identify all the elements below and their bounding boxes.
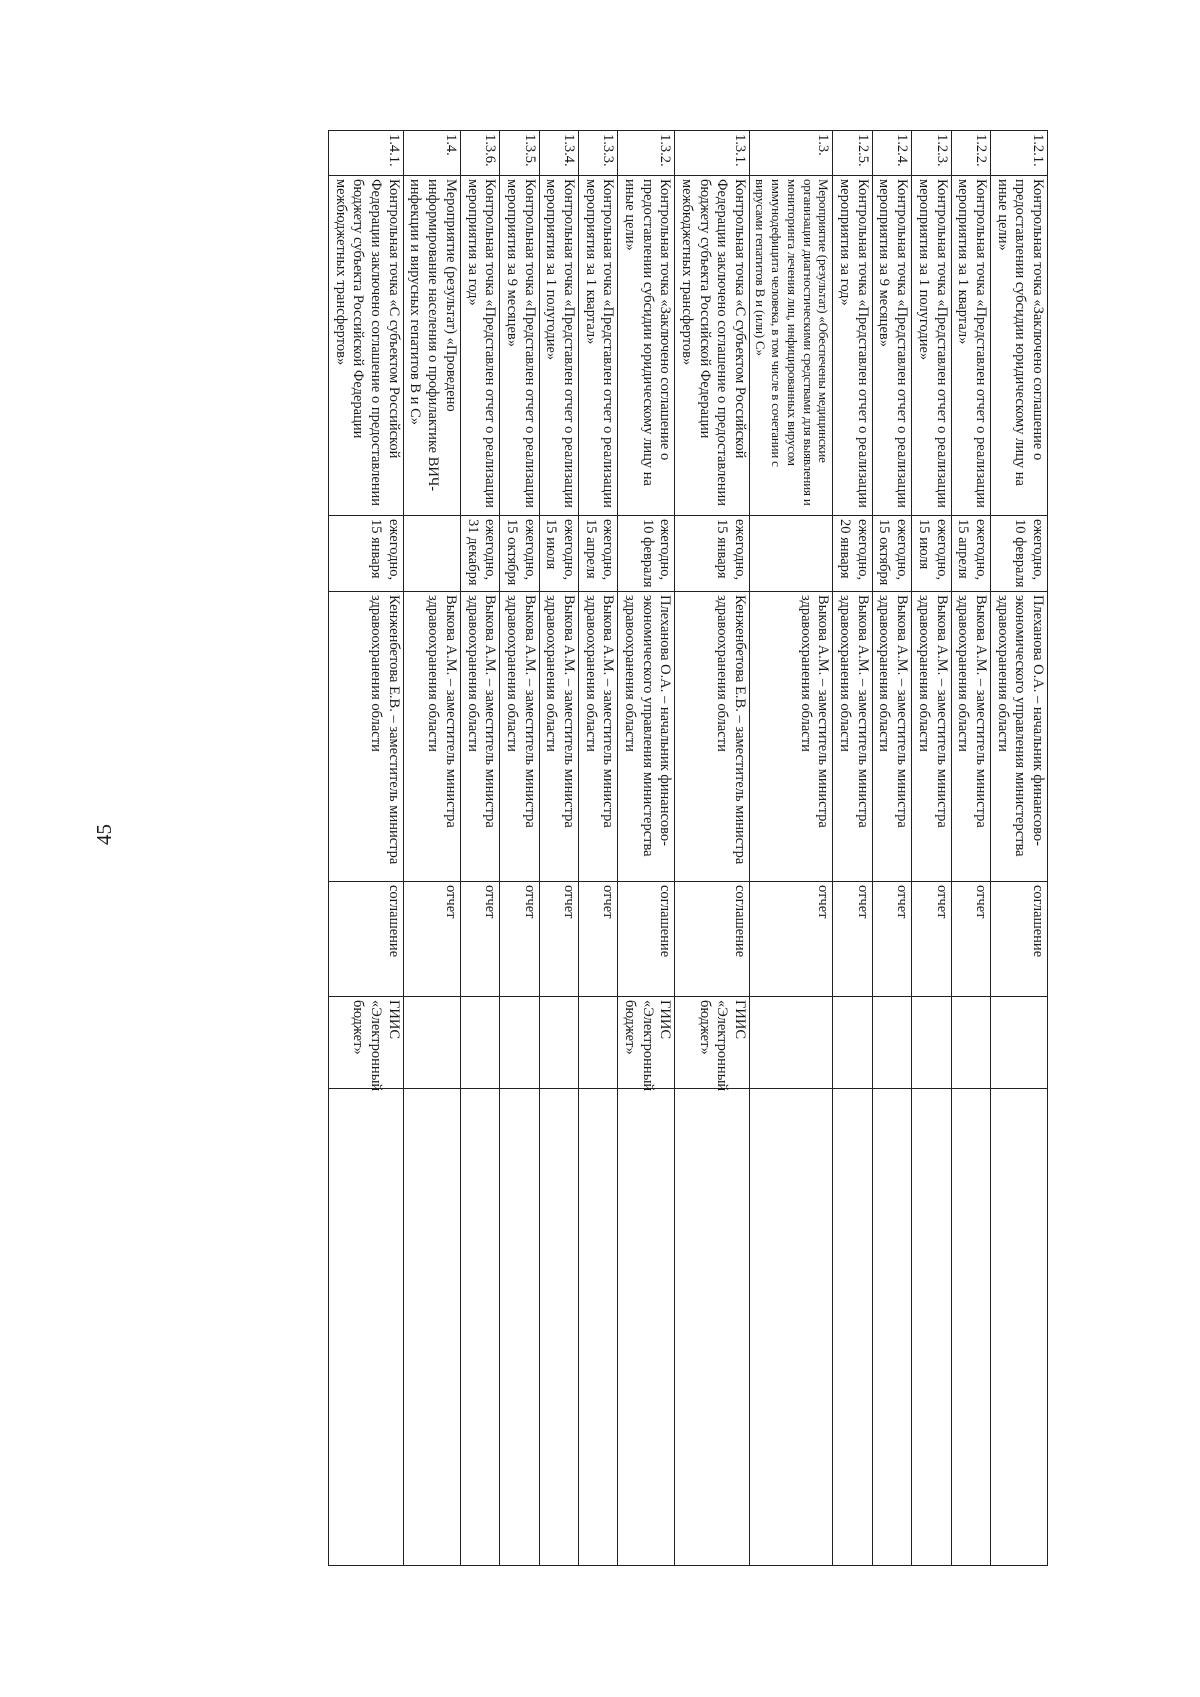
- row-document-cell: отчет: [539, 882, 578, 997]
- row-blank-cell: [912, 1089, 951, 1566]
- row-number-cell: 1.3.: [750, 131, 833, 176]
- row-responsible-cell: Выкова А.М. – заместитель министра здравоохранения области: [872, 592, 911, 882]
- row-blank-cell: [951, 1089, 990, 1566]
- table-row: [539, 131, 578, 1566]
- row-document-cell: соглашение: [990, 882, 1047, 997]
- table-row: [329, 131, 404, 1566]
- row-name-cell: Контрольная точка «Представлен отчет о реализации мероприятия за 9 месяцев»: [500, 176, 539, 516]
- row-number-cell: 1.4.1.: [329, 131, 404, 176]
- row-blank-cell: [329, 1089, 404, 1566]
- row-number-cell: 1.3.1.: [675, 131, 750, 176]
- row-name-cell: Контрольная точка «Представлен отчет о реализации мероприятия за 9 месяцев»: [872, 176, 911, 516]
- row-document-cell: отчет: [750, 882, 833, 997]
- row-responsible-cell: Выкова А.М. – заместитель министра здравоохранения области: [460, 592, 499, 882]
- row-number-cell: 1.2.2.: [951, 131, 990, 176]
- row-date-cell: ежегодно, 15 июля: [539, 516, 578, 592]
- table-row: [833, 131, 872, 1566]
- row-document-cell: отчет: [500, 882, 539, 997]
- row-document-cell: отчет: [833, 882, 872, 997]
- row-responsible-cell: Выкова А.М. – заместитель министра здравоохранения области: [951, 592, 990, 882]
- row-name-cell: Контрольная точка «Представлен отчет о реализации мероприятия за 1 квартал»: [951, 176, 990, 516]
- row-date-cell: [403, 516, 460, 592]
- table-row: [912, 131, 951, 1566]
- row-number-cell: 1.2.3.: [912, 131, 951, 176]
- row-system-cell: [750, 997, 833, 1089]
- row-blank-cell: [539, 1089, 578, 1566]
- row-blank-cell: [460, 1089, 499, 1566]
- row-responsible-cell: Выкова А.М. – заместитель министра здравоохранения области: [403, 592, 460, 882]
- row-date-cell: ежегодно, 15 июля: [912, 516, 951, 592]
- row-blank-cell: [872, 1089, 911, 1566]
- row-blank-cell: [833, 1089, 872, 1566]
- row-number-cell: 1.2.1.: [990, 131, 1047, 176]
- table-row: [951, 131, 990, 1566]
- row-document-cell: отчет: [460, 882, 499, 997]
- row-responsible-cell: Плеханова О.А. – начальник финансово-экономического управления министерства здравоохранения области: [990, 592, 1047, 882]
- row-document-cell: соглашение: [329, 882, 404, 997]
- row-blank-cell: [675, 1089, 750, 1566]
- row-document-cell: отчет: [872, 882, 911, 997]
- row-blank-cell: [990, 1089, 1047, 1566]
- row-date-cell: ежегодно, 20 января: [833, 516, 872, 592]
- row-system-cell: [578, 997, 617, 1089]
- table-row: [675, 131, 750, 1566]
- row-name-cell: Контрольная точка «Представлен отчет о реализации мероприятия за 1 полугодие»: [539, 176, 578, 516]
- row-system-cell: [872, 997, 911, 1089]
- row-blank-cell: [618, 1089, 675, 1566]
- row-system-cell: ГИИС «Электронный бюджет»: [675, 997, 750, 1089]
- row-responsible-cell: Выкова А.М. – заместитель министра здравоохранения области: [833, 592, 872, 882]
- row-system-cell: [833, 997, 872, 1089]
- row-blank-cell: [500, 1089, 539, 1566]
- row-number-cell: 1.3.2.: [618, 131, 675, 176]
- row-document-cell: отчет: [912, 882, 951, 997]
- row-date-cell: ежегодно, 15 января: [329, 516, 404, 592]
- row-number-cell: 1.3.6.: [460, 131, 499, 176]
- row-name-cell: Контрольная точка «Представлен отчет о реализации мероприятия за 1 квартал»: [578, 176, 617, 516]
- row-name-cell: Мероприятие (результат) «Обеспечены медицинские организации диагностическими средствами для выявления и мониторинга лечения лиц, инфицированных вирусом иммунодефицита человека, в том числе в сочетании с вирусами гепатитов В и (или) С»: [750, 176, 833, 516]
- row-name-cell: Контрольная точка «Заключено соглашение о предоставлении субсидии юридическому лицу на иные цели»: [990, 176, 1047, 516]
- row-document-cell: соглашение: [618, 882, 675, 997]
- row-number-cell: 1.2.5.: [833, 131, 872, 176]
- rotated-table-container: [328, 130, 1048, 1566]
- row-system-cell: [990, 997, 1047, 1089]
- row-number-cell: 1.3.5.: [500, 131, 539, 176]
- table-row: [403, 131, 460, 1566]
- row-number-cell: 1.4.: [403, 131, 460, 176]
- row-responsible-cell: Выкова А.М. – заместитель министра здравоохранения области: [500, 592, 539, 882]
- row-responsible-cell: Кенженбетова Е.В. – заместитель министра здравоохранения области: [675, 592, 750, 882]
- row-responsible-cell: Выкова А.М. – заместитель министра здравоохранения области: [750, 592, 833, 882]
- row-name-cell: Контрольная точка «Представлен отчет о реализации мероприятия за 1 полугодие»: [912, 176, 951, 516]
- row-document-cell: отчет: [403, 882, 460, 997]
- row-system-cell: [403, 997, 460, 1089]
- row-blank-cell: [750, 1089, 833, 1566]
- table-row: [460, 131, 499, 1566]
- table-row: [750, 131, 833, 1566]
- row-system-cell: [460, 997, 499, 1089]
- row-name-cell: Контрольная точка «С субъектом Российской Федерации заключено соглашение о предоставлении бюджету субъекта Российской Федерации межбюджетных трансфертов»: [675, 176, 750, 516]
- row-date-cell: ежегодно, 31 декабря: [460, 516, 499, 592]
- row-responsible-cell: Плеханова О.А. – начальник финансово-экономического управления министерства здравоохранения области: [618, 592, 675, 882]
- row-number-cell: 1.3.4.: [539, 131, 578, 176]
- row-name-cell: Контрольная точка «Представлен отчет о реализации мероприятия за год»: [460, 176, 499, 516]
- table-row: [578, 131, 617, 1566]
- row-system-cell: ГИИС «Электронный бюджет»: [329, 997, 404, 1089]
- row-number-cell: 1.3.3.: [578, 131, 617, 176]
- row-system-cell: [912, 997, 951, 1089]
- row-number-cell: 1.2.4.: [872, 131, 911, 176]
- row-document-cell: отчет: [578, 882, 617, 997]
- row-name-cell: Мероприятие (результат) «Проведено информирование населения о профилактике ВИЧ-инфекции и вирусных гепатитов В и С»: [403, 176, 460, 516]
- row-document-cell: соглашение: [675, 882, 750, 997]
- row-date-cell: ежегодно, 15 октября: [872, 516, 911, 592]
- row-date-cell: ежегодно, 15 апреля: [578, 516, 617, 592]
- row-responsible-cell: Кенженбетова Е.В. – заместитель министра здравоохранения области: [329, 592, 404, 882]
- row-system-cell: [951, 997, 990, 1089]
- row-blank-cell: [403, 1089, 460, 1566]
- row-date-cell: ежегодно, 15 января: [675, 516, 750, 592]
- row-blank-cell: [578, 1089, 617, 1566]
- row-name-cell: Контрольная точка «Заключено соглашение о предоставлении субсидии юридическому лицу на иные цели»: [618, 176, 675, 516]
- row-system-cell: ГИИС «Электронный бюджет»: [618, 997, 675, 1089]
- row-system-cell: [500, 997, 539, 1089]
- table-row: [872, 131, 911, 1566]
- table-row: [618, 131, 675, 1566]
- page-number: 45: [92, 824, 116, 845]
- row-responsible-cell: Выкова А.М. – заместитель министра здравоохранения области: [578, 592, 617, 882]
- row-name-cell: Контрольная точка «Представлен отчет о реализации мероприятия за год»: [833, 176, 872, 516]
- row-date-cell: ежегодно, 10 февраля: [618, 516, 675, 592]
- row-date-cell: ежегодно, 10 февраля: [990, 516, 1047, 592]
- row-date-cell: [750, 516, 833, 592]
- table-row: [990, 131, 1047, 1566]
- row-date-cell: ежегодно, 15 октября: [500, 516, 539, 592]
- row-date-cell: ежегодно, 15 апреля: [951, 516, 990, 592]
- row-document-cell: отчет: [951, 882, 990, 997]
- row-name-cell: Контрольная точка «С субъектом Российской Федерации заключено соглашение о предоставлении бюджету субъекта Российской Федерации межбюджетных трансфертов»: [329, 176, 404, 516]
- row-system-cell: [539, 997, 578, 1089]
- row-responsible-cell: Выкова А.М. – заместитель министра здравоохранения области: [912, 592, 951, 882]
- row-responsible-cell: Выкова А.М. – заместитель министра здравоохранения области: [539, 592, 578, 882]
- table-row: [500, 131, 539, 1566]
- control-points-table: [328, 130, 1048, 1566]
